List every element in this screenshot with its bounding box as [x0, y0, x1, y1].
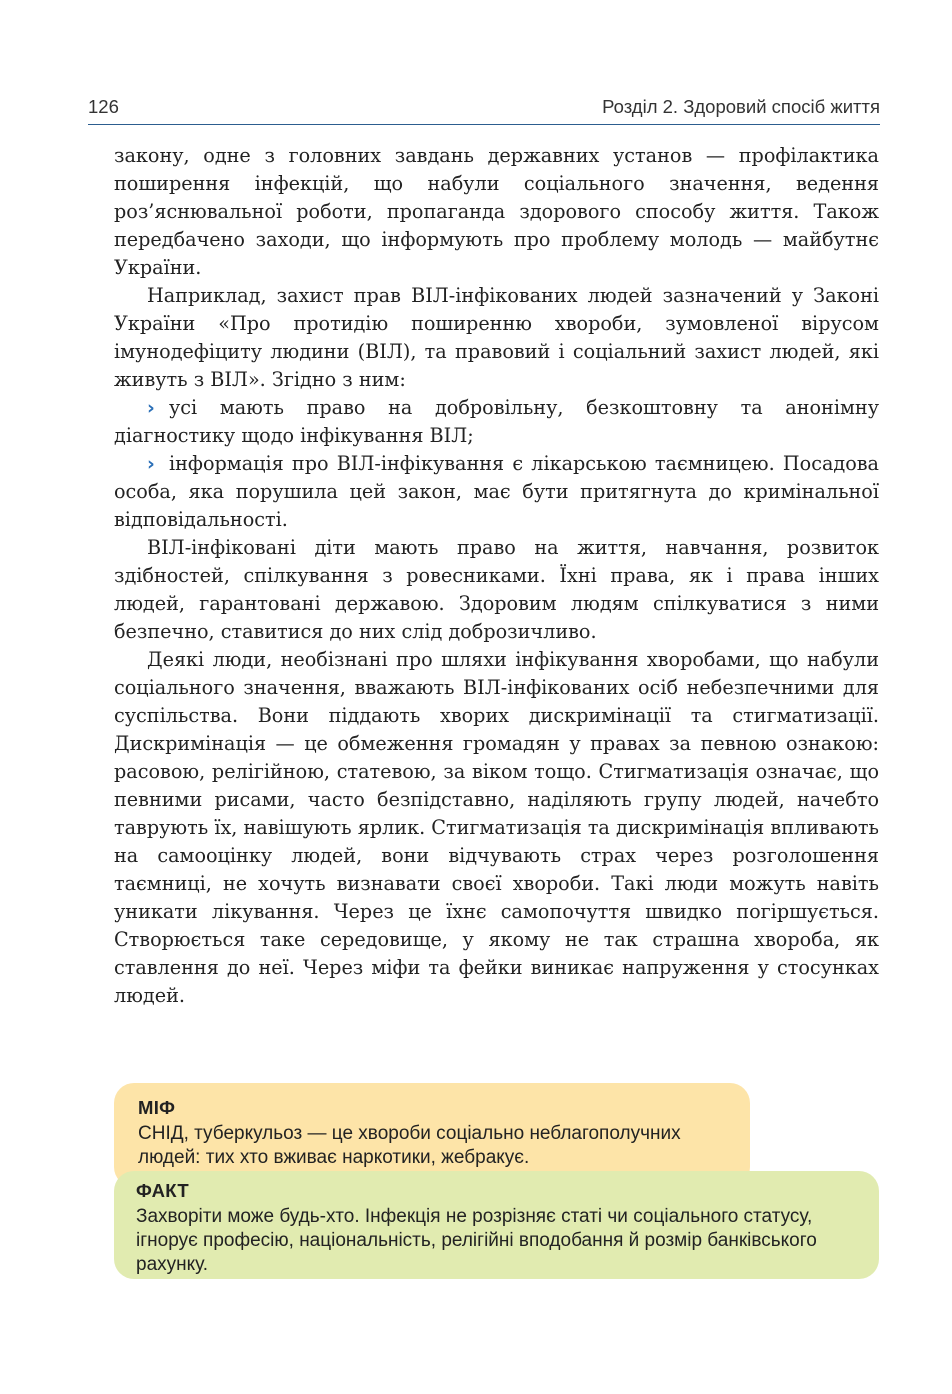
- bullet-item-1: [114, 394, 879, 450]
- fact-box: [114, 1171, 879, 1279]
- paragraph-continuation: закону, одне з головних завдань державних установ — профілактика поширення інфекцій, що набули соціального значення, ведення роз’яснювальної роботи, пропаганда здорового способу життя. Також передбачено заходи, що інформують про проблему молодь — майбутнє України.: [114, 144, 879, 279]
- myth-label: МІФ: [138, 1097, 176, 1118]
- chevron-right-icon: ›: [147, 453, 155, 475]
- chevron-right-icon: ›: [147, 397, 155, 419]
- page-number: 126: [88, 96, 119, 117]
- bullet-item-2: [114, 450, 879, 534]
- fact-label: ФАКТ: [136, 1180, 189, 1201]
- fact-text: Захворіти може будь-хто. Інфекція не розрізняє статі чи соціального статусу, ігнорує професію, національність, релігійні вподобання й розмір банківського рахунку.: [136, 1206, 817, 1275]
- page-header: [88, 94, 880, 125]
- bullet-item-2-text: інформація про ВІЛ-інфікування є лікарською таємницею. Посадова особа, яка порушила цей закон, має бути притягнута до кримінальної відповідальності.: [114, 452, 879, 531]
- paragraph-children-rights: ВІЛ-інфіковані діти мають право на життя, навчання, розвиток здібностей, спілкування з ровесниками. Їхні права, як і права інших людей, гарантовані державою. Здоровим людям спілкуватися з ними безпечно, ставитися до них слід доброзичливо.: [114, 536, 879, 643]
- paragraph-discrimination: Деякі люди, необізнані про шляхи інфікування хворобами, що набули соціального значення, вважають ВІЛ-інфікованих осіб небезпечними для суспільства. Вони піддають хворих дискримінації та стигматизації. Дискримінація — це обмеження громадян у правах за певною ознакою: расовою, релігійною, статевою, за віком тощо. Стигматизація означає, що певними рисами, часто безпідставно, наділяють групу людей, начебто таврують їх, навішують ярлик. Стигматизація та дискримінація впливають на самооцінку людей, вони відчувають страх через розголошення таємниці, не хочуть визнавати своєї хвороби. Такі люди можуть навіть уникати лікування. Через це їхнє самопочуття швидко погіршується. Створюється таке середовище, у якому не так страшна хвороба, як ставлення до неї. Через міфи та фейки виникає напруження у стосунках людей.: [114, 648, 879, 1007]
- main-text: [114, 142, 879, 1010]
- running-title: Розділ 2. Здоровий спосіб життя: [602, 96, 880, 117]
- bullet-item-1-text: усі мають право на добровільну, безкоштовну та анонімну діагностику щодо інфікування ВІЛ;: [114, 396, 879, 447]
- myth-text: СНІД, туберкульоз — це хвороби соціально неблагополучних людей: тих хто вживає наркотики, жебракує.: [138, 1123, 681, 1168]
- paragraph-law: Наприклад, захист прав ВІЛ-інфікованих людей зазначений у Законі України «Про протидію поширенню хвороби, зумовленої вірусом імунодефіциту людини (ВІЛ), та правовий і соціальний захист людей, які живуть з ВІЛ». Згідно з ним:: [114, 284, 879, 391]
